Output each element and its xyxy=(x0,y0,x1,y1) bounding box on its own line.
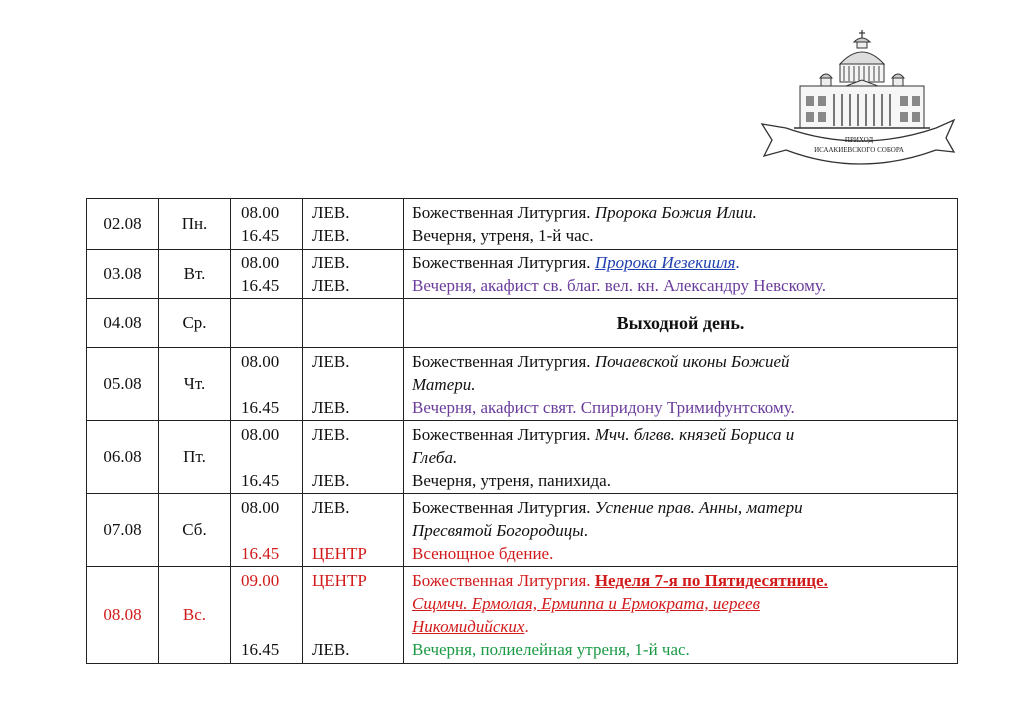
time-value: 08.00 xyxy=(241,424,280,444)
date-cell: 04.08 xyxy=(87,299,159,348)
table-row xyxy=(87,250,958,299)
time-value: 16.45 xyxy=(241,226,280,245)
place-cell xyxy=(303,250,404,299)
place-cell xyxy=(303,567,404,664)
service-cell xyxy=(404,250,958,299)
feast-text: Успение прав. Анны, матери xyxy=(594,497,803,517)
service-text: Божественная Литургия. xyxy=(412,203,591,222)
time-cell xyxy=(231,421,303,494)
feast-link[interactable]: Никомидийских xyxy=(412,617,525,636)
place-value: ЛЕВ. xyxy=(312,470,350,490)
time-value: 09.00 xyxy=(241,571,280,590)
feast-period: . xyxy=(524,617,529,636)
cathedral-icon xyxy=(760,28,956,168)
service-cell xyxy=(404,199,958,250)
place-value: ЛЕВ. xyxy=(312,640,350,659)
service-cell xyxy=(404,494,958,567)
time-cell xyxy=(231,567,303,664)
service-text: Вечерня, утреня, 1-й час. xyxy=(412,226,594,245)
table-row xyxy=(87,348,958,421)
place-value: ЛЕВ. xyxy=(312,203,350,222)
date-cell: 07.08 xyxy=(87,494,159,567)
feast-link[interactable]: Пророка Иезекииля xyxy=(594,253,736,272)
place-value: ЛЕВ. xyxy=(312,497,350,517)
time-cell xyxy=(231,494,303,567)
service-text: Божественная Литургия. xyxy=(412,253,591,272)
time-value: 16.45 xyxy=(241,470,280,490)
place-value: ЛЕВ. xyxy=(312,351,350,371)
feast-period: . xyxy=(583,520,589,540)
table-row xyxy=(87,299,958,348)
date-cell: 08.08 xyxy=(87,567,159,664)
day-off-label: Выходной день. xyxy=(404,299,958,348)
weekday-cell: Чт. xyxy=(159,348,231,421)
time-value: 08.00 xyxy=(241,497,280,517)
time-value: 08.00 xyxy=(241,203,280,222)
time-value: 08.00 xyxy=(241,351,280,371)
table-row xyxy=(87,421,958,494)
time-cell xyxy=(231,199,303,250)
weekday-cell: Пн. xyxy=(159,199,231,250)
service-text: Божественная Литургия. xyxy=(412,571,591,590)
service-text: Всенощное бдение. xyxy=(412,543,554,563)
time-value: 16.45 xyxy=(241,276,280,295)
service-text: Вечерня, акафист св. благ. вел. кн. Александру Невскому. xyxy=(412,276,826,295)
service-text: Вечерня, акафист свят. Спиридону Тримифунтскому. xyxy=(412,397,795,417)
weekday-cell: Сб. xyxy=(159,494,231,567)
logo-line1: ПРИХОД xyxy=(844,136,874,144)
feast-text: Глеба. xyxy=(412,447,458,467)
feast-text: Пресвятой Богородицы xyxy=(412,520,584,540)
time-value: 16.45 xyxy=(241,543,280,563)
time-value: 08.00 xyxy=(241,253,280,272)
feast-period: . xyxy=(735,253,740,272)
date-cell: 02.08 xyxy=(87,199,159,250)
table-row xyxy=(87,199,958,250)
place-cell xyxy=(303,421,404,494)
feast-link[interactable]: Неделя 7-я по Пятидесятнице. xyxy=(594,571,828,590)
schedule-table xyxy=(86,198,958,664)
feast-text: Пророка Божия Илии. xyxy=(594,203,757,222)
place-value: ЦЕНТР xyxy=(312,571,367,590)
place-cell xyxy=(303,494,404,567)
place-value: ЛЕВ. xyxy=(312,397,350,417)
weekday-cell: Вт. xyxy=(159,250,231,299)
place-value: ЛЕВ. xyxy=(312,424,350,444)
service-cell xyxy=(404,348,958,421)
parish-logo xyxy=(760,28,956,168)
service-cell xyxy=(404,421,958,494)
place-cell xyxy=(303,199,404,250)
time-value: 16.45 xyxy=(241,640,280,659)
place-cell xyxy=(303,299,404,348)
weekday-cell: Вс. xyxy=(159,567,231,664)
service-text: Божественная Литургия. xyxy=(412,424,591,444)
place-cell xyxy=(303,348,404,421)
place-value: ЛЕВ. xyxy=(312,226,350,245)
place-value: ЛЕВ. xyxy=(312,276,350,295)
date-cell: 06.08 xyxy=(87,421,159,494)
feast-link[interactable]: Сщмчч. Ермолая, Ермиппа и Ермократа, иереев xyxy=(412,594,760,613)
logo-line2: ИСААКИЕВСКОГО СОБОРА xyxy=(814,146,904,154)
weekday-cell: Ср. xyxy=(159,299,231,348)
place-value: ЦЕНТР xyxy=(312,543,367,563)
table-row xyxy=(87,494,958,567)
place-value: ЛЕВ. xyxy=(312,253,350,272)
service-cell xyxy=(404,567,958,664)
service-text: Божественная Литургия. xyxy=(412,497,591,517)
service-text: Вечерня, утреня, панихида. xyxy=(412,470,611,490)
weekday-cell: Пт. xyxy=(159,421,231,494)
time-cell xyxy=(231,250,303,299)
service-text: Божественная Литургия. xyxy=(412,351,591,371)
date-cell: 03.08 xyxy=(87,250,159,299)
feast-text: Матери. xyxy=(412,374,476,394)
time-value: 16.45 xyxy=(241,397,280,417)
time-cell xyxy=(231,299,303,348)
date-cell: 05.08 xyxy=(87,348,159,421)
table-row xyxy=(87,567,958,664)
service-text: Вечерня, полиелейная утреня, 1-й час. xyxy=(412,640,690,659)
feast-text: Мчч. блгвв. князей Бориса и xyxy=(594,424,795,444)
feast-text: Почаевской иконы Божией xyxy=(594,351,790,371)
time-cell xyxy=(231,348,303,421)
